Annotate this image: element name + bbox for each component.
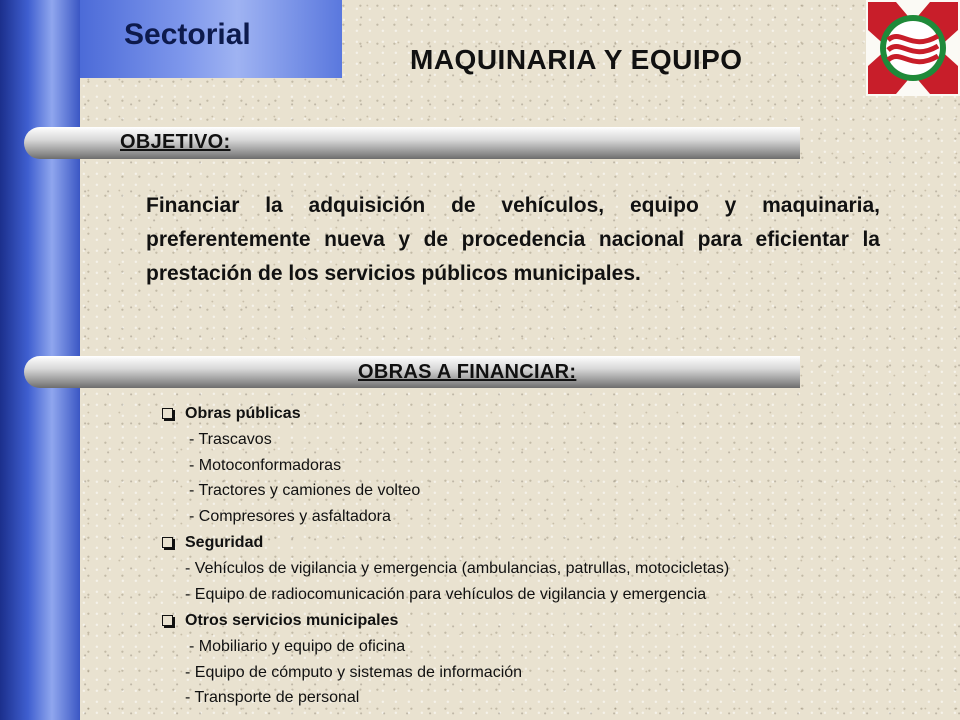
logo-emblem-icon bbox=[866, 0, 960, 96]
list-item: - Equipo de cómputo y sistemas de información bbox=[185, 663, 523, 681]
organization-logo bbox=[866, 0, 960, 96]
list-category bbox=[160, 529, 940, 556]
category-label: Obras públicas bbox=[185, 405, 301, 422]
list-item: - Transporte de personal bbox=[185, 689, 360, 706]
list-item: - Motoconformadoras bbox=[189, 456, 342, 474]
checkbox-bullet-icon bbox=[162, 408, 173, 419]
list-item: - Mobiliario y equipo de oficina bbox=[189, 638, 406, 655]
list-item: - Trascavos bbox=[189, 431, 272, 448]
list-item: - Compresores y asfaltadora bbox=[189, 507, 391, 525]
checkbox-bullet-icon bbox=[162, 537, 173, 548]
checkbox-bullet-icon bbox=[162, 615, 173, 626]
objective-heading: OBJETIVO: bbox=[120, 131, 231, 153]
list-item: - Equipo de radiocomunicación para vehículos de vigilancia y emergencia bbox=[185, 585, 707, 603]
list-category bbox=[160, 607, 940, 634]
objective-text: Financiar la adquisición de vehículos, equipo y maquinaria, preferentemente nueva y de procedencia nacional para eficientar la prestación de los servicios públicos municipales. bbox=[146, 194, 880, 285]
category-label: Seguridad bbox=[185, 534, 264, 551]
works-list bbox=[160, 400, 940, 711]
category-label: Otros servicios municipales bbox=[185, 612, 399, 629]
section-title: Sectorial bbox=[124, 18, 251, 51]
page-title: MAQUINARIA Y EQUIPO bbox=[410, 44, 743, 75]
list-item: - Tractores y camiones de volteo bbox=[189, 482, 421, 499]
list-category bbox=[160, 400, 940, 427]
list-item: - Vehículos de vigilancia y emergencia (ambulancias, patrullas, motocicletas) bbox=[185, 560, 730, 577]
works-heading: OBRAS A FINANCIAR: bbox=[358, 361, 577, 383]
